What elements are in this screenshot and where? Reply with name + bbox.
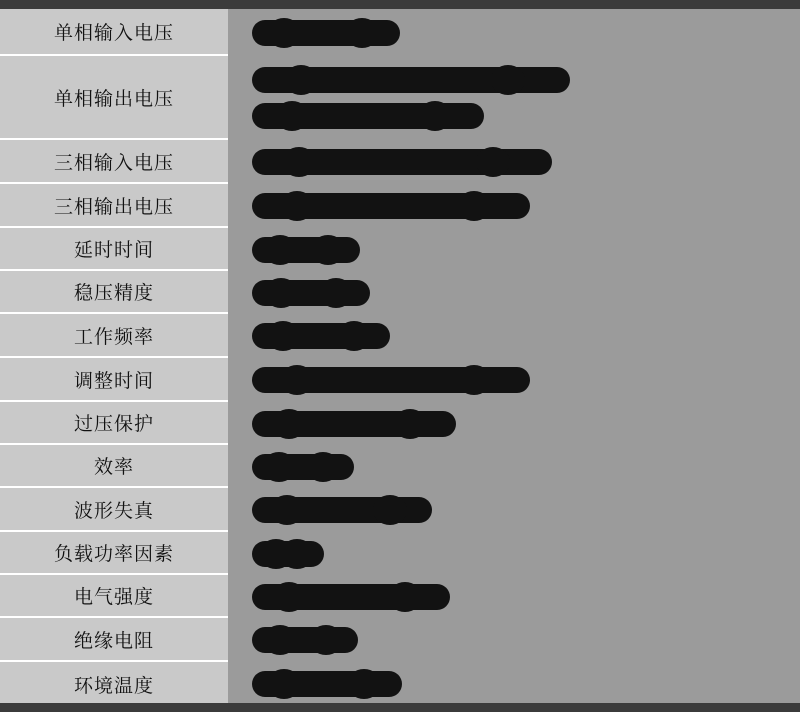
table-row — [0, 402, 800, 445]
redaction-bar — [252, 20, 400, 46]
row-label: 单相输入电压 — [0, 9, 228, 56]
redacted-value — [252, 278, 800, 308]
row-label: 延时时间 — [0, 228, 228, 271]
table-row — [0, 271, 800, 314]
redacted-value — [252, 235, 800, 265]
table-row — [0, 488, 800, 532]
redaction-bar — [252, 103, 484, 129]
row-label: 绝缘电阻 — [0, 618, 228, 662]
table-row — [0, 575, 800, 618]
row-value — [228, 402, 800, 445]
row-label: 负载功率因素 — [0, 532, 228, 575]
table-bottom-rail — [0, 703, 800, 712]
row-label: 三相输出电压 — [0, 184, 228, 228]
row-label: 单相输出电压 — [0, 56, 228, 140]
row-value — [228, 184, 800, 228]
redaction-bar — [252, 584, 450, 610]
table-row — [0, 140, 800, 184]
redacted-value — [252, 18, 800, 48]
table-top-rail — [0, 0, 800, 9]
redaction-bar — [252, 367, 530, 393]
redacted-value — [252, 365, 800, 395]
redaction-bar — [252, 280, 370, 306]
row-value — [228, 56, 800, 140]
row-label: 电气强度 — [0, 575, 228, 618]
redaction-bar — [252, 237, 360, 263]
row-value — [228, 445, 800, 488]
table-row — [0, 314, 800, 358]
redacted-value — [252, 409, 800, 439]
redaction-bar — [252, 454, 354, 480]
redaction-bar — [252, 627, 358, 653]
row-value — [228, 532, 800, 575]
row-label: 环境温度 — [0, 662, 228, 706]
redacted-value — [252, 65, 800, 95]
redaction-bar — [252, 193, 530, 219]
redaction-bar — [252, 497, 432, 523]
redacted-value — [252, 669, 800, 699]
redacted-value — [252, 452, 800, 482]
table-row — [0, 662, 800, 706]
row-value — [228, 314, 800, 358]
redacted-value — [252, 625, 800, 655]
row-value — [228, 228, 800, 271]
row-value — [228, 618, 800, 662]
row-label: 工作频率 — [0, 314, 228, 358]
table-row — [0, 358, 800, 402]
redaction-bar — [252, 671, 402, 697]
table-row — [0, 618, 800, 662]
redaction-bar — [252, 411, 456, 437]
redacted-value — [252, 147, 800, 177]
redaction-bar — [252, 541, 324, 567]
table-row — [0, 56, 800, 140]
row-value — [228, 140, 800, 184]
table-row — [0, 228, 800, 271]
row-value — [228, 271, 800, 314]
row-value — [228, 575, 800, 618]
redaction-bar — [252, 67, 570, 93]
row-label: 效率 — [0, 445, 228, 488]
redaction-bar — [252, 323, 390, 349]
table-row — [0, 9, 800, 56]
table-row — [0, 532, 800, 575]
row-value — [228, 662, 800, 706]
redacted-value — [252, 495, 800, 525]
row-label: 波形失真 — [0, 488, 228, 532]
redacted-value — [252, 101, 800, 131]
row-value — [228, 488, 800, 532]
row-label: 调整时间 — [0, 358, 228, 402]
spec-table — [0, 9, 800, 703]
redacted-value — [252, 191, 800, 221]
table-row — [0, 184, 800, 228]
redaction-bar — [252, 149, 552, 175]
row-label: 三相输入电压 — [0, 140, 228, 184]
row-label: 稳压精度 — [0, 271, 228, 314]
row-value — [228, 9, 800, 56]
table-row — [0, 445, 800, 488]
row-value — [228, 358, 800, 402]
redacted-value — [252, 582, 800, 612]
row-label: 过压保护 — [0, 402, 228, 445]
redacted-value — [252, 321, 800, 351]
redacted-value — [252, 539, 800, 569]
